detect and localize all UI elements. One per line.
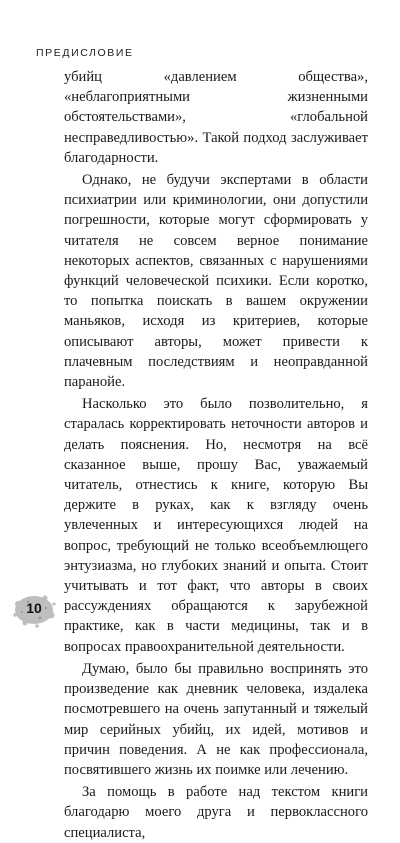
paragraph: Думаю, было бы правильно воспринять это произведение как дневник человека, издалека посмотревшего на очень запутанный и тяжелый мир серийных убийц, их идей, мотивов и причин поведения. А не как профессионала, посвятившего жизнь их поимке или лечению.	[64, 660, 368, 778]
page-number-badge	[10, 590, 58, 630]
paragraph: убийц «давлением общества», «неблагоприятными жизненными обстоятельствами», «глобальной несправедливостью». Такой подход заслуживает благодарности.	[64, 69, 368, 166]
running-head: ПРЕДИСЛОВИЕ	[36, 47, 134, 59]
paragraph: Насколько это было позволительно, я старалась корректировать неточности авторов и делать пояснения. Но, несмотря на всё сказанное выше, прошу Вас, уважаемый читатель, отнестись к книге, которую Вы держите в руках, как к взгляду очень увлеченных и интересующихся людей на вопрос, требующий не только всеобъемлющего энтузиазма, но глубоких знаний и опыта. Стоит учитывать и тот факт, что авторы в своих рассуждениях обращаются к зарубежной практике, как в части медицины, так и в вопросах правоохранительной деятельности.	[64, 396, 368, 655]
page-number: 10	[26, 600, 42, 616]
paragraph: За помощь в работе над текстом книги благодарю моего друга и первоклассного специалиста,	[64, 784, 368, 841]
paragraph: Однако, не будучи экспертами в области психиатрии или криминологии, они допустили погрешности, которые могут сформировать у читателя не совсем верное понимание некоторых аспектов, связанных с нарушениями функций человеческой психики. Если коротко, то попытка поискать в вашем окружении маньяков, исходя из критериев, которые описывают авторы, может привести к плачевным последствиям и неоправданной паранойе.	[64, 172, 368, 391]
body-text	[64, 67, 368, 843]
